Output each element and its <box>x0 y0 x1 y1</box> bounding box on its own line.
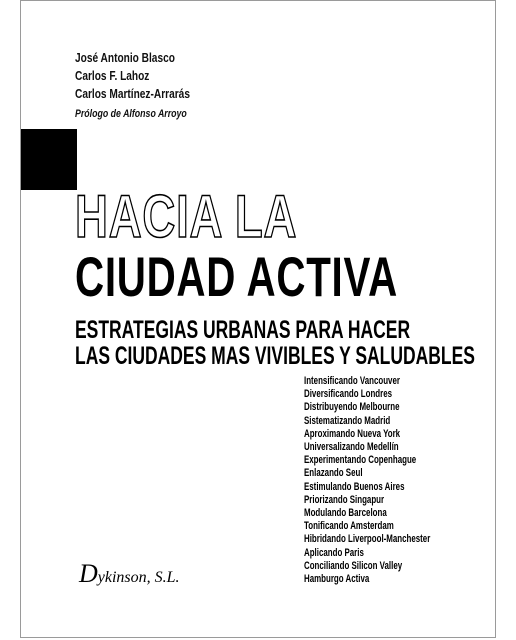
author-name: Carlos Martínez-Arrarás <box>75 86 190 101</box>
chapter-item: Hibridando Liverpool-Manchester <box>304 533 431 546</box>
publisher-name: ykinson, S.L. <box>97 569 180 586</box>
chapter-item: Priorizando Singapur <box>304 493 385 506</box>
chapter-item: Conciliando Silicon Valley <box>304 559 403 572</box>
prologue-credit: Prólogo de Alfonso Arroyo <box>75 108 187 120</box>
chapter-item: Aplicando Paris <box>304 546 364 559</box>
title-line-solid: CIUDAD ACTIVA <box>75 245 398 308</box>
chapter-item: Estimulando Buenos Aires <box>304 480 405 493</box>
publisher-logo <box>79 559 180 588</box>
chapter-item: Enlazando Seul <box>304 467 363 480</box>
chapter-item: Aproximando Nueva York <box>304 427 401 440</box>
chapter-item: Tonificando Amsterdam <box>304 520 394 533</box>
chapter-item: Distribuyendo Melbourne <box>304 401 400 414</box>
subtitle <box>75 317 516 369</box>
chapter-item: Modulando Barcelona <box>304 507 387 520</box>
subtitle-line: ESTRATEGIAS URBANAS PARA HACER <box>75 316 411 344</box>
chapter-item: Experimentando Copenhague <box>304 454 417 467</box>
subtitle-line: LAS CIUDADES MAS VIVIBLES Y SALUDABLES <box>75 342 475 370</box>
chapter-item: Intensificando Vancouver <box>304 375 400 387</box>
chapter-item: Sistematizando Madrid <box>304 414 391 427</box>
chapter-list <box>304 375 479 586</box>
author-name: Carlos F. Lahoz <box>75 68 150 83</box>
chapter-item: Hamburgo Activa <box>304 573 370 586</box>
black-accent-block <box>21 129 77 190</box>
chapter-item: Diversificando Londres <box>304 388 393 401</box>
author-list <box>75 49 222 103</box>
publisher-initial: D <box>79 559 98 588</box>
book-cover <box>20 0 496 638</box>
title-line-outline: HACIA LA <box>75 183 298 250</box>
author-name: José Antonio Blasco <box>75 50 175 65</box>
chapter-item: Universalizando Medellín <box>304 441 399 454</box>
